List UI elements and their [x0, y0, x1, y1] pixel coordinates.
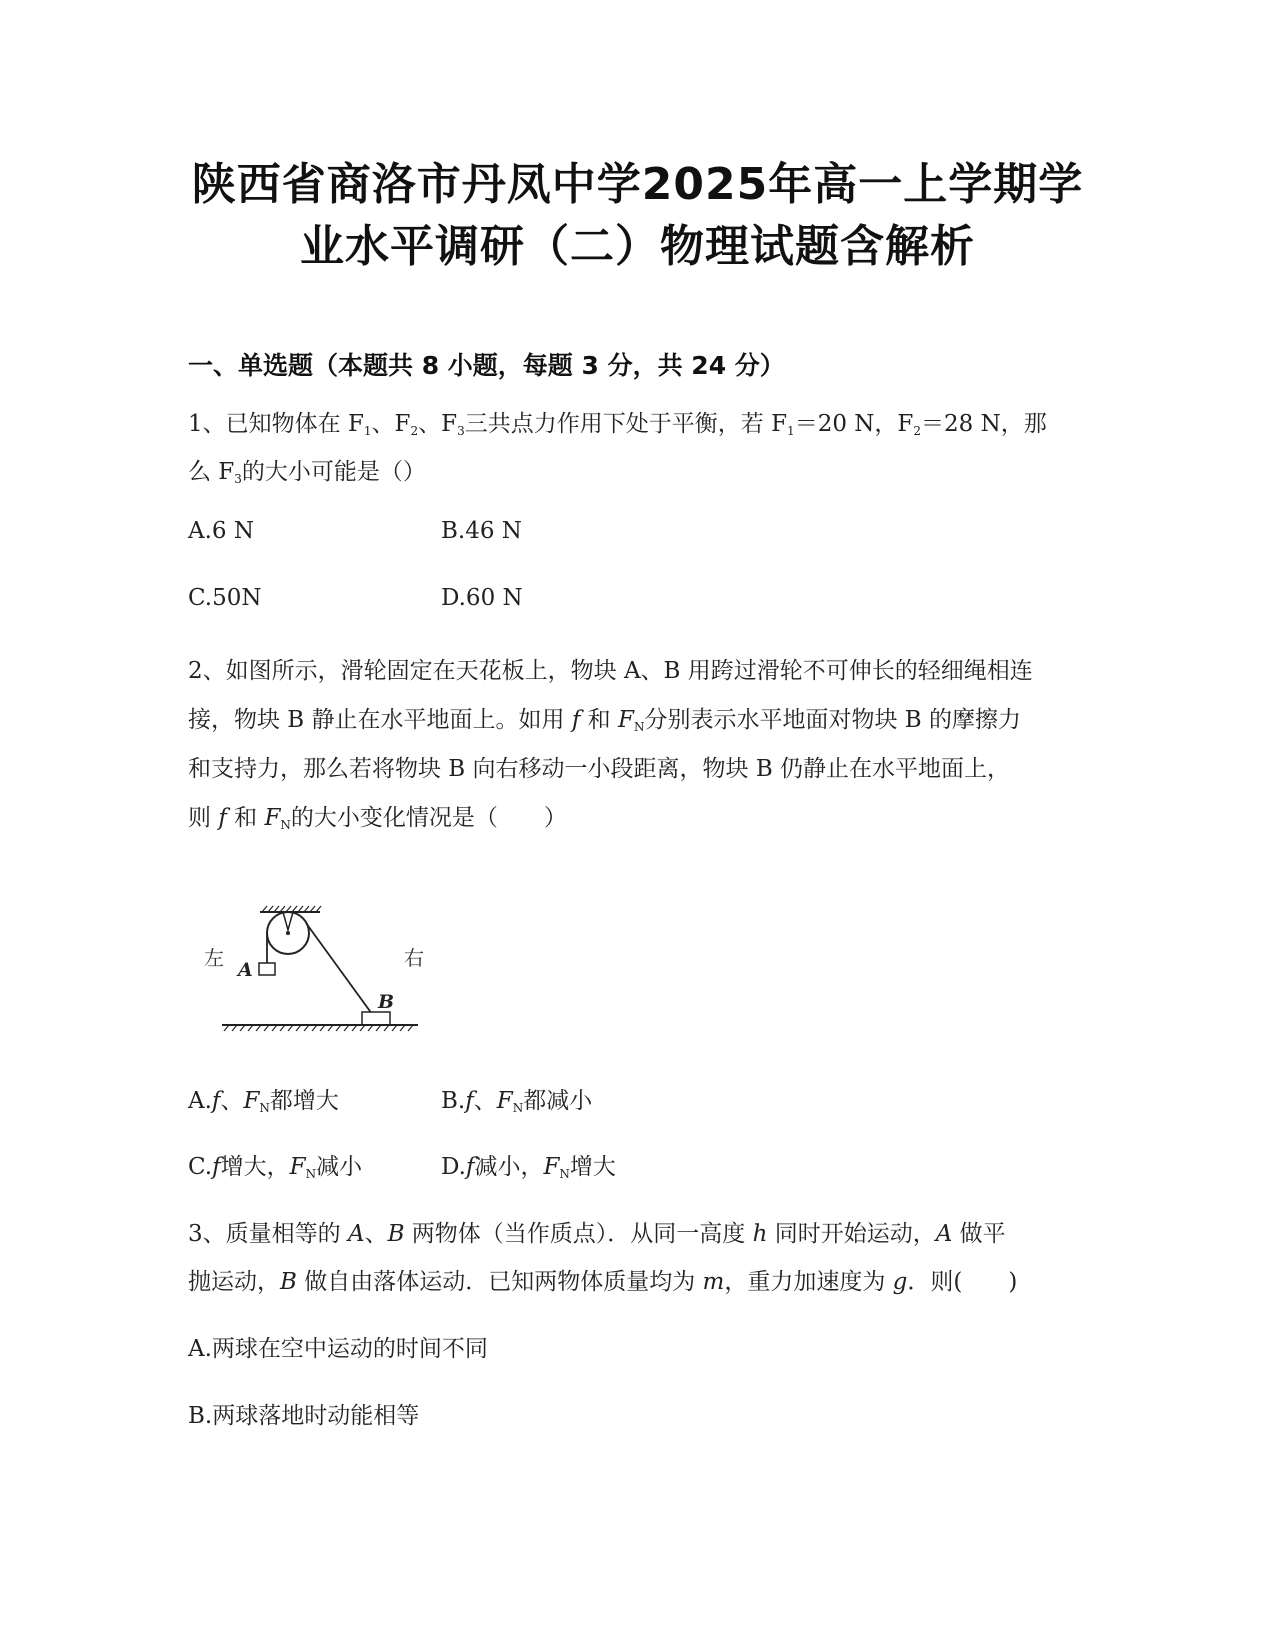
q2-option-d: D.f减小，$F_N$增大: [441, 1154, 616, 1181]
q3-line-1: 3、质量相等的 A、B 两物体（当作质点）．从同一高度 h 同时开始运动，A 做平: [188, 1221, 1006, 1247]
q2-option-b: B.f、$F_N$都减小: [441, 1088, 593, 1115]
q1-line-2: 么 $F_3$的大小可能是（）: [188, 459, 426, 486]
block-b: [362, 1012, 390, 1025]
q1-option-d: D.60 N: [441, 585, 523, 611]
section-heading: 一、单选题（本题共 8 小题，每题 3 分，共 24 分）: [188, 351, 785, 380]
q1-option-c: C.50N: [188, 585, 262, 611]
label-right: 右: [404, 946, 424, 970]
q1-option-a: A.6 N: [188, 518, 254, 544]
q2-line-2: 接，物块 B 静止在水平地面上。如用 f 和 $F_N$分别表示水平地面对物块 B 的摩擦力: [188, 707, 1021, 734]
q1-option-b: B.46 N: [441, 518, 522, 544]
label-a: A: [238, 959, 253, 981]
document-title-line-2: 业水平调研（二）物理试题含解析: [300, 221, 975, 272]
q3-line-2: 抛运动，B 做自由落体运动．已知两物体质量均为 m，重力加速度为 g．则( ): [188, 1269, 1018, 1295]
rope-to-b: [306, 923, 380, 1025]
q2-option-c: C.f增大，$F_N$减小: [188, 1154, 363, 1181]
q3-option-a: A.两球在空中运动的时间不同: [188, 1336, 488, 1362]
label-left: 左: [204, 946, 224, 970]
document-title-line-1: 陕西省商洛市丹凤中学2025年高一上学期学: [191, 159, 1084, 210]
pulley-mount: [283, 912, 293, 930]
label-b: B: [378, 991, 395, 1013]
q2-line-4: 则 f 和 $F_N$的大小变化情况是（ ）: [188, 805, 567, 832]
q2-line-3: 和支持力，那么若将物块 B 向右移动一小段距离，物块 B 仍静止在水平地面上，: [188, 756, 1011, 782]
q2-option-a: A.f、$F_N$都增大: [188, 1088, 339, 1115]
block-a: [259, 963, 275, 975]
q2-line-1: 2、如图所示，滑轮固定在天花板上，物块 A、B 用跨过滑轮不可伸长的轻细绳相连: [188, 658, 1033, 684]
pulley-axle: [286, 931, 290, 935]
pulley-diagram: [200, 895, 450, 1095]
q1-line-1: 1、已知物体在 $F_1$、$F_2$、$F_3$三共点力作用下处于平衡，若 $F_1=20$ N，$F_2=28$ N，那: [188, 411, 1047, 438]
q3-option-b: B.两球落地时动能相等: [188, 1403, 420, 1429]
